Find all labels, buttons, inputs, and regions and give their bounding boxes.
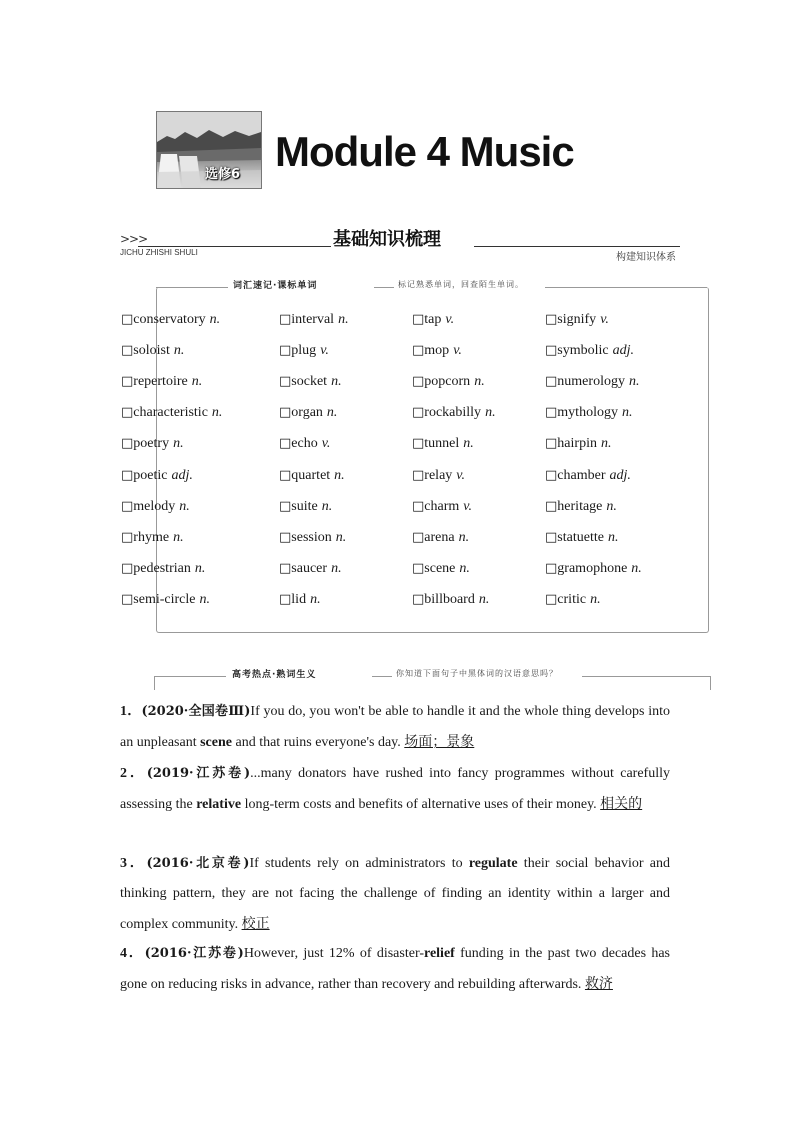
vocab-word: socket [291, 374, 328, 390]
vocab-part-of-speech: n. [331, 560, 342, 576]
vocab-part-of-speech: n. [338, 312, 349, 327]
vocab-item [121, 592, 210, 608]
item-text: and that ruins everyone's day. [231, 735, 405, 750]
checkbox-icon[interactable]: □ [121, 374, 134, 390]
vocab-item [121, 499, 190, 515]
checkbox-icon[interactable]: □ [121, 498, 134, 514]
vocab-item [121, 561, 205, 577]
vocab-word: charm [424, 498, 460, 514]
vocab-item [412, 468, 465, 484]
divider [154, 676, 155, 690]
checkbox-icon[interactable]: □ [412, 591, 425, 607]
vocab-part-of-speech: v. [463, 498, 472, 514]
divider [545, 287, 707, 288]
vocab-item [545, 499, 617, 515]
vocab-part-of-speech: n. [194, 560, 206, 576]
vocab-part-of-speech: adj. [612, 343, 635, 359]
checkbox-icon[interactable]: □ [412, 498, 425, 514]
section-title: 基础知识梳理 [333, 229, 441, 250]
vocab-box-label: 词汇速记·课标单词 [233, 281, 318, 291]
vocab-word: critic [557, 591, 587, 607]
vocab-part-of-speech: n. [628, 374, 640, 390]
vocab-box [156, 287, 709, 633]
vocab-item [279, 530, 346, 546]
vocab-part-of-speech: n. [310, 591, 321, 607]
vocab-item [279, 499, 332, 515]
vocab-word: billboard [424, 591, 475, 607]
vocab-item [545, 405, 632, 421]
vocab-word: tunnel [424, 436, 460, 452]
section-arrows-icon: >>> [120, 232, 148, 246]
checkbox-icon[interactable]: □ [121, 343, 134, 359]
vocab-part-of-speech: n. [485, 405, 496, 421]
vocab-part-of-speech: n. [209, 312, 221, 327]
vocab-word: relay [424, 467, 453, 483]
vocab-word: poetic [133, 467, 168, 483]
vocab-part-of-speech: n. [321, 498, 333, 514]
checkbox-icon[interactable]: □ [545, 312, 558, 327]
vocab-item [545, 468, 631, 484]
vocab-part-of-speech: v. [445, 312, 455, 327]
vocab-item [279, 343, 329, 359]
elective-label: 选修6 [205, 167, 241, 182]
item-number: 4． [120, 946, 145, 961]
checkbox-icon[interactable]: □ [279, 591, 292, 607]
vocab-item [279, 561, 342, 577]
vocab-part-of-speech: n. [334, 467, 345, 483]
checkbox-icon[interactable]: □ [279, 343, 292, 359]
checkbox-icon[interactable]: □ [412, 560, 425, 576]
module-thumbnail [156, 111, 262, 189]
vocab-item [545, 436, 611, 452]
vocab-part-of-speech: n. [478, 591, 490, 607]
vocab-part-of-speech: n. [463, 436, 474, 452]
item-source: (2020·全国卷Ⅲ) [141, 704, 251, 719]
checkbox-icon[interactable]: □ [545, 343, 558, 359]
vocab-word: repertoire [133, 374, 188, 390]
vocab-word: symbolic [557, 343, 609, 359]
vocab-item [121, 405, 222, 421]
vocab-word: rhyme [133, 529, 170, 545]
vocab-part-of-speech: n. [590, 591, 601, 607]
vocab-part-of-speech: n. [173, 343, 185, 359]
item-text: their social behavior and thinking pattern, they are not facing the challenge of finding an identity within a larger and complex community. [120, 856, 671, 932]
vocab-word: characteristic [133, 405, 208, 421]
item-keyword: relative [196, 797, 242, 812]
section-pinyin: JICHU ZHISHI SHULI [120, 248, 198, 257]
divider [474, 246, 680, 247]
vocab-word: suite [291, 498, 318, 514]
checkbox-icon[interactable]: □ [412, 467, 425, 483]
vocab-word: poetry [133, 436, 170, 452]
item-answer: 救济 [584, 976, 613, 992]
vocab-item [412, 530, 469, 546]
vocab-part-of-speech: n. [474, 374, 485, 390]
checkbox-icon[interactable]: □ [412, 374, 425, 390]
module-title: Module 4 Music [275, 128, 574, 175]
vocab-item [545, 592, 601, 608]
vocab-part-of-speech: n. [606, 498, 617, 514]
vocab-item [412, 592, 489, 608]
vocab-item [545, 530, 618, 546]
vocab-word: tap [424, 312, 442, 327]
item-number: 2． [120, 766, 147, 781]
vocab-item [412, 312, 454, 328]
vocab-item [121, 374, 202, 390]
checkbox-icon[interactable]: □ [279, 529, 292, 545]
vocab-part-of-speech: v. [321, 436, 331, 452]
vocab-item [412, 561, 470, 577]
vocab-item [279, 312, 349, 328]
checkbox-icon[interactable]: □ [545, 405, 558, 421]
checkbox-icon[interactable]: □ [545, 467, 558, 483]
divider [154, 676, 226, 677]
item-keyword: regulate [468, 856, 518, 871]
vocab-word: session [291, 529, 332, 545]
exercise-item [120, 939, 670, 1000]
vocab-part-of-speech: n. [621, 405, 633, 421]
vocab-part-of-speech: adj. [171, 467, 193, 483]
checkbox-icon[interactable]: □ [279, 436, 292, 452]
exercise-item [120, 697, 670, 758]
checkbox-icon[interactable]: □ [121, 436, 134, 452]
vocab-item [412, 436, 474, 452]
vocab-part-of-speech: n. [600, 436, 612, 452]
checkbox-icon[interactable]: □ [412, 436, 425, 452]
vocab-part-of-speech: n. [173, 529, 184, 545]
vocab-part-of-speech: n. [199, 591, 210, 607]
checkbox-icon[interactable]: □ [545, 560, 558, 576]
vocab-item [279, 592, 321, 608]
vocab-word: semi-circle [133, 591, 196, 607]
vocab-word: pedestrian [133, 560, 191, 576]
vocab-item [545, 343, 634, 359]
vocab-item [545, 374, 639, 390]
vocab-item [412, 499, 472, 515]
item-source: (2016·江苏卷) [144, 946, 244, 961]
checkbox-icon[interactable]: □ [412, 343, 425, 359]
divider [374, 287, 394, 288]
checkbox-icon[interactable]: □ [545, 498, 558, 514]
divider [138, 246, 331, 247]
item-answer: 场面；景象 [404, 734, 475, 750]
vocab-part-of-speech: v. [600, 312, 609, 327]
checkbox-icon[interactable]: □ [121, 591, 134, 607]
exercise-item [120, 759, 670, 820]
checkbox-icon[interactable]: □ [545, 436, 558, 452]
item-text: However, just 12% of disaster- [243, 946, 424, 961]
vocab-word: melody [133, 498, 176, 514]
vocab-part-of-speech: n. [211, 405, 223, 421]
divider [372, 676, 392, 677]
vocab-word: arena [424, 529, 455, 545]
item-answer: 相关的 [600, 796, 643, 812]
vocab-word: organ [291, 405, 323, 421]
checkbox-icon[interactable]: □ [545, 529, 558, 545]
checkbox-icon[interactable]: □ [412, 312, 425, 327]
vocab-part-of-speech: v. [456, 467, 465, 483]
checkbox-icon[interactable]: □ [121, 560, 134, 576]
vocab-word: numerology [557, 374, 625, 390]
vocab-word: saucer [291, 560, 328, 576]
vocab-word: echo [291, 436, 318, 452]
section-subtitle: 构建知识体系 [616, 252, 676, 263]
item-text: ...many donators have rushed into fancy programmes without carefully assessing the [120, 766, 670, 812]
vocab-part-of-speech: n. [458, 529, 470, 545]
vocab-item [412, 405, 496, 421]
vocab-item [121, 468, 193, 484]
vocab-word: hairpin [557, 436, 597, 452]
vocab-part-of-speech: n. [607, 529, 619, 545]
vocab-item [121, 530, 184, 546]
vocab-word: plug [291, 343, 317, 359]
divider [710, 676, 711, 690]
vocab-item [121, 436, 184, 452]
vocab-word: interval [291, 312, 335, 327]
checkbox-icon[interactable]: □ [121, 529, 134, 545]
vocab-word: scene [424, 560, 456, 576]
vocab-item [412, 343, 462, 359]
vocab-word: gramophone [557, 560, 628, 576]
vocab-word: rockabilly [424, 405, 482, 421]
vocab-item [279, 374, 342, 390]
vocab-part-of-speech: n. [335, 529, 347, 545]
checkbox-icon[interactable]: □ [279, 560, 292, 576]
vocab-item [279, 405, 337, 421]
vocab-item [279, 468, 345, 484]
vocab-part-of-speech: n. [326, 405, 338, 421]
checkbox-icon[interactable]: □ [279, 467, 292, 483]
vocab-word: conservatory [133, 312, 206, 327]
vocab-word: popcorn [424, 374, 471, 390]
vocab-item [121, 312, 220, 328]
item-keyword: relief [423, 946, 455, 961]
checkbox-icon[interactable]: □ [545, 374, 558, 390]
vocab-word: quartet [291, 467, 331, 483]
vocab-word: statuette [557, 529, 604, 545]
checkbox-icon[interactable]: □ [121, 405, 134, 421]
vocab-part-of-speech: n. [631, 560, 642, 576]
vocab-item [412, 374, 485, 390]
vocab-part-of-speech: n. [459, 560, 470, 576]
exercise-box-label: 高考热点·熟词生义 [232, 670, 317, 680]
vocab-word: signify [557, 312, 597, 327]
item-text: funding in the past two decades has gone on reducing risks in advance, rather than recovery and rebuilding afterwards. [120, 946, 671, 992]
vocab-word: soloist [133, 343, 170, 359]
item-number: 1． [120, 704, 142, 719]
item-number: 3． [120, 856, 147, 871]
item-text: If you do, you won't be able to handle it and the whole thing develops into an unpleasant [120, 704, 670, 750]
divider [582, 676, 710, 677]
checkbox-icon[interactable]: □ [279, 374, 292, 390]
vocab-box-hint: 标记熟悉单词，回查陌生单词。 [398, 280, 524, 289]
item-answer: 校正 [241, 916, 270, 932]
checkbox-icon[interactable]: □ [412, 529, 425, 545]
checkbox-icon[interactable]: □ [279, 405, 292, 421]
vocab-word: chamber [557, 467, 606, 483]
vocab-part-of-speech: n. [191, 374, 203, 390]
vocab-part-of-speech: adj. [609, 467, 631, 483]
exercise-box-hint: 你知道下面句子中黑体词的汉语意思吗？ [396, 669, 558, 678]
vocab-item [545, 312, 609, 328]
vocab-word: mythology [557, 405, 618, 421]
vocab-word: heritage [557, 498, 603, 514]
checkbox-icon[interactable]: □ [121, 467, 134, 483]
checkbox-icon[interactable]: □ [121, 312, 134, 327]
exercise-item [120, 849, 670, 940]
vocab-item [121, 343, 184, 359]
item-text: long-term costs and benefits of alternative uses of their money. [241, 797, 601, 812]
divider [156, 287, 228, 288]
checkbox-icon[interactable]: □ [412, 405, 425, 421]
item-text: If students rely on administrators to [249, 856, 469, 871]
vocab-part-of-speech: n. [331, 374, 342, 390]
vocab-part-of-speech: n. [173, 436, 184, 452]
vocab-word: mop [424, 343, 450, 359]
item-source: (2016·北京卷) [146, 856, 250, 871]
item-source: (2019·江苏卷) [146, 766, 251, 781]
checkbox-icon[interactable]: □ [545, 591, 558, 607]
checkbox-icon[interactable]: □ [279, 312, 292, 327]
vocab-part-of-speech: n. [179, 498, 190, 514]
vocab-item [545, 561, 642, 577]
vocab-item [279, 436, 330, 452]
vocab-part-of-speech: v. [453, 343, 462, 359]
vocab-part-of-speech: v. [320, 343, 329, 359]
vocab-word: lid [291, 591, 307, 607]
item-keyword: scene [200, 735, 232, 750]
checkbox-icon[interactable]: □ [279, 498, 292, 514]
